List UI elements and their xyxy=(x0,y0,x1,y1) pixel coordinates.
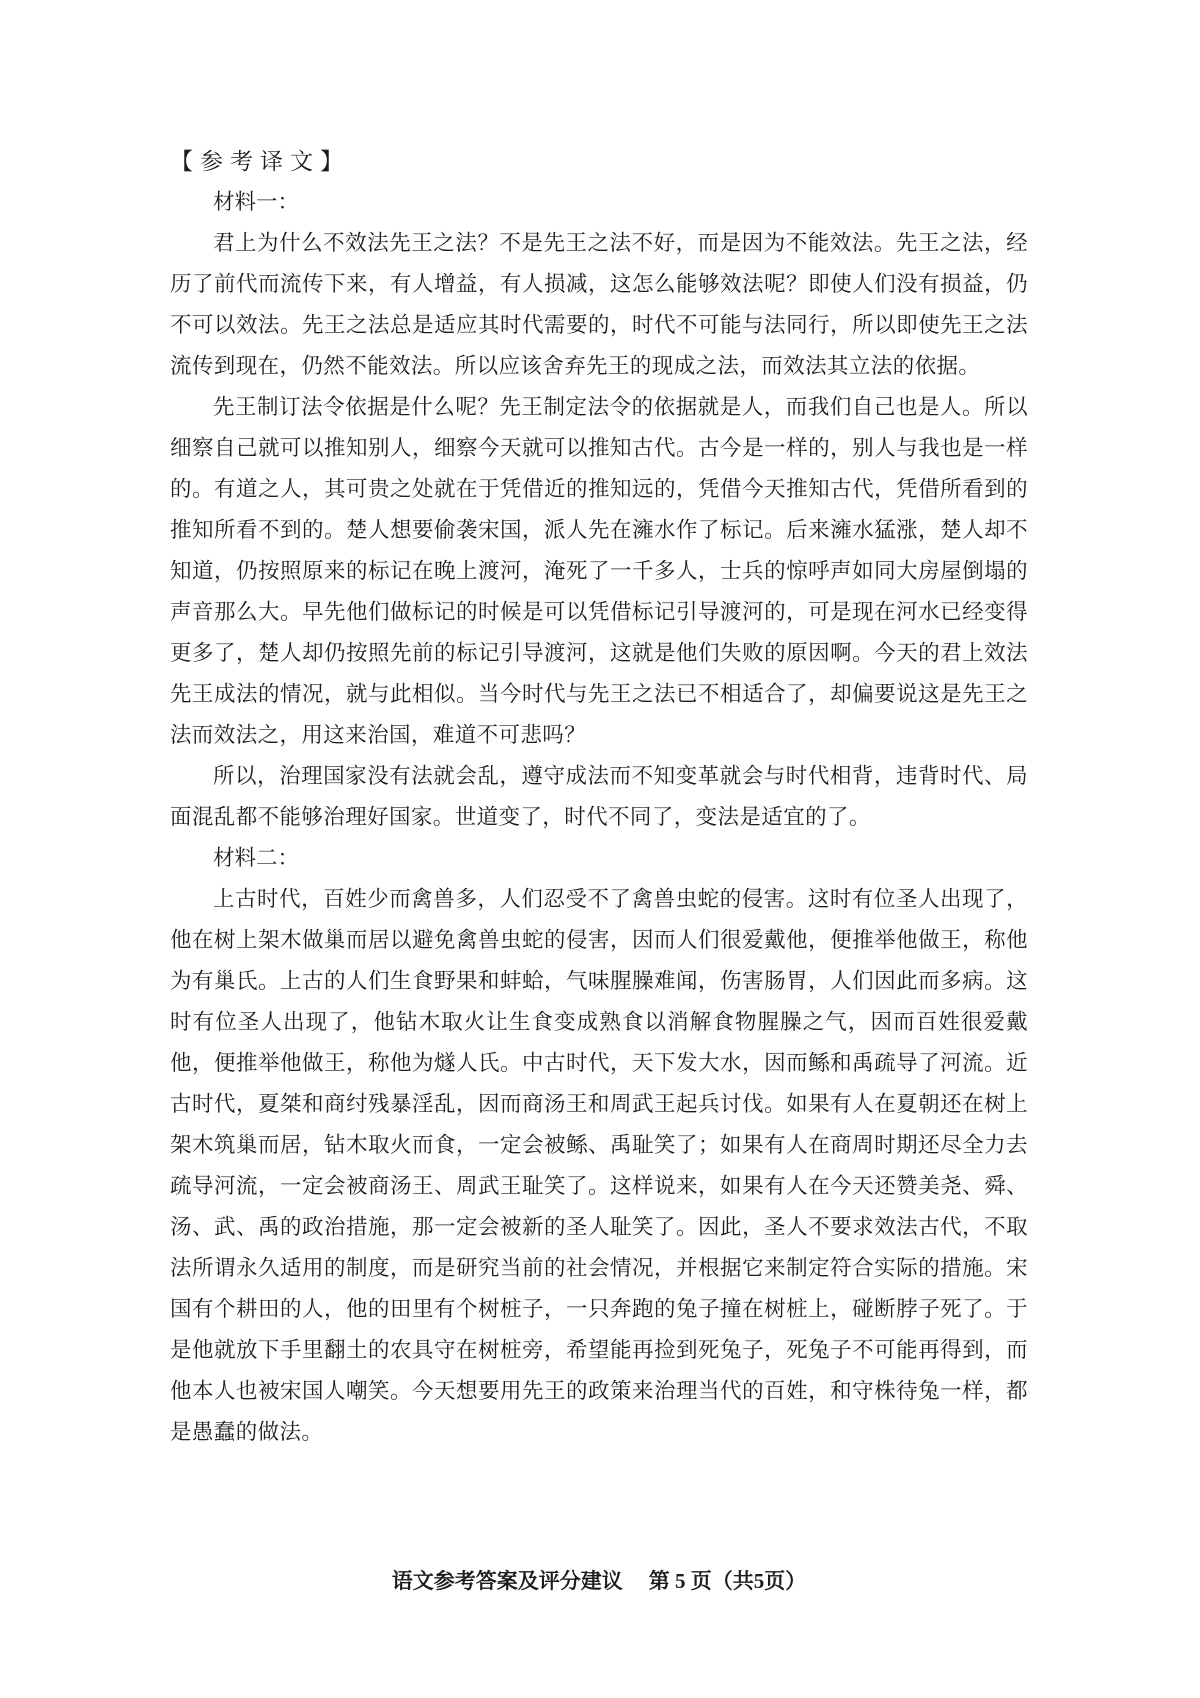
footer-doc-title: 语文参考答案及评分建议 xyxy=(391,1569,623,1593)
material1-paragraph-3: 所以，治理国家没有法就会乱，遵守成法而不知变革就会与时代相背，违背时代、局面混乱都不能够治理好国家。世道变了，时代不同了，变法是适宜的了。 xyxy=(170,764,1028,829)
reference-translation-section xyxy=(170,141,1028,1453)
page-footer xyxy=(170,1566,1028,1596)
footer-page-info: 第 5 页（共5页） xyxy=(648,1569,807,1593)
reference-translation-heading: 【参考译文】 xyxy=(170,149,350,174)
material1-label: 材料一： xyxy=(213,190,300,214)
material2-paragraph-1: 上古时代，百姓少而禽兽多，人们忍受不了禽兽虫蛇的侵害。这时有位圣人出现了，他在树上架木做巢而居以避免禽兽虫蛇的侵害，因而人们很爱戴他，便推举他做王，称他为有巢氏。上古的人们生食野果和蚌蛤，气味腥臊难闻，伤害肠胃，人们因此而多病。这时有位圣人出现了，他钻木取火让生食变成熟食以消解食物腥臊之气，因而百姓很爱戴他，便推举他做王，称他为燧人氏。中古时代，天下发大水，因而鲧和禹疏导了河流。近古时代，夏桀和商纣残暴淫乱，因而商汤王和周武王起兵讨伐。如果有人在夏朝还在树上架木筑巢而居，钻木取火而食，一定会被鲧、禹耻笑了；如果有人在商周时期还尽全力去疏导河流，一定会被商汤王、周武王耻笑了。这样说来，如果有人在今天还赞美尧、舜、汤、武、禹的政治措施，那一定会被新的圣人耻笑了。因此，圣人不要求效法古代，不取法所谓永久适用的制度，而是研究当前的社会情况，并根据它来制定符合实际的措施。宋国有个耕田的人，他的田里有个树桩子，一只奔跑的兔子撞在树桩上，碰断脖子死了。于是他就放下手里翻土的农具守在树桩旁，希望能再捡到死兔子，死兔子不可能再得到，而他本人也被宋国人嘲笑。今天想要用先王的政策来治理当代的百姓，和守株待兔一样，都是愚蠢的做法。 xyxy=(170,887,1028,1444)
material1-paragraph-2: 先王制订法令依据是什么呢？先王制定法令的依据就是人，而我们自己也是人。所以细察自己就可以推知别人，细察今天就可以推知古代。古今是一样的，别人与我也是一样的。有道之人，其可贵之处就在于凭借近的推知远的，凭借今天推知古代，凭借所看到的推知所看不到的。楚人想要偷袭宋国，派人先在澭水作了标记。后来澭水猛涨，楚人却不知道，仍按照原来的标记在晚上渡河，淹死了一千多人，士兵的惊呼声如同大房屋倒塌的声音那么大。早先他们做标记的时候是可以凭借标记引导渡河的，可是现在河水已经变得更多了，楚人却仍按照先前的标记引导渡河，这就是他们失败的原因啊。今天的君上效法先王成法的情况，就与此相似。当今时代与先王之法已不相适合了，却偏要说这是先王之法而效法之，用这来治国，难道不可悲吗？ xyxy=(170,395,1028,747)
material2-label: 材料二： xyxy=(213,846,300,870)
material1-paragraph-1: 君上为什么不效法先王之法？不是先王之法不好，而是因为不能效法。先王之法，经历了前代而流传下来，有人增益，有人损减，这怎么能够效法呢？即使人们没有损益，仍不可以效法。先王之法总是适应其时代需要的，时代不可能与法同行，所以即使先王之法流传到现在，仍然不能效法。所以应该舍弃先王的现成之法，而效法其立法的依据。 xyxy=(170,231,1028,378)
